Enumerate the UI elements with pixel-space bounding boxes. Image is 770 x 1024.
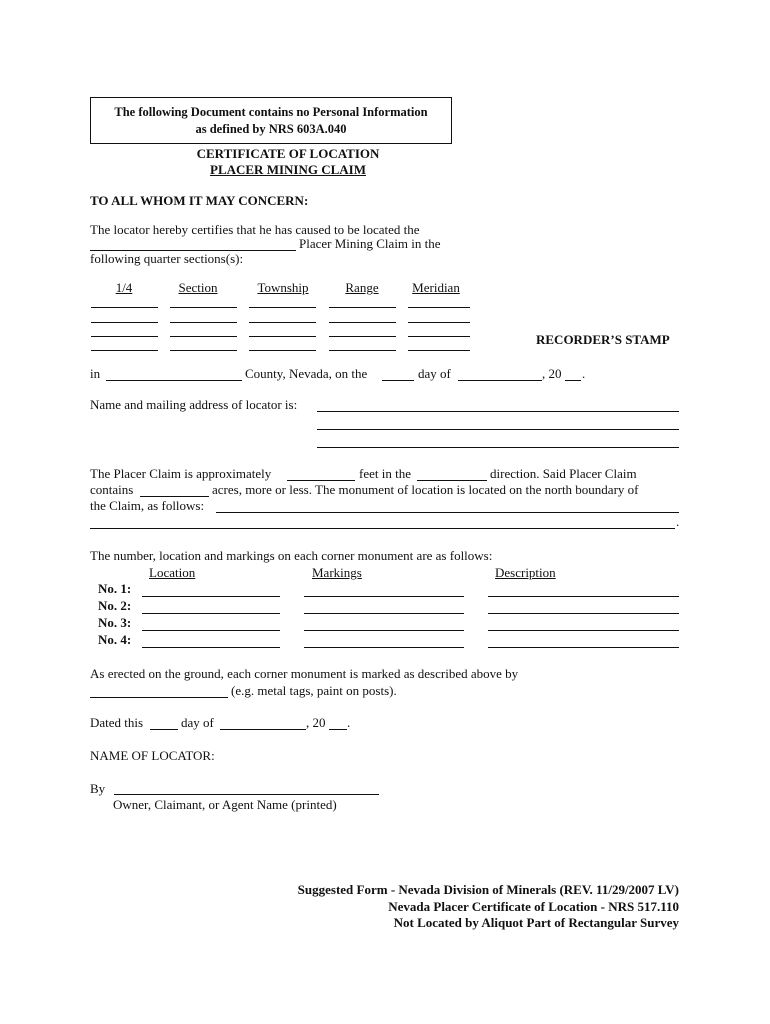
notice-line-2: as defined by NRS 603A.040 [195, 121, 347, 136]
county-year-field[interactable] [565, 380, 581, 381]
locator-address-label: Name and mailing address of locator is: [90, 397, 298, 412]
dated-year-field[interactable] [329, 729, 347, 730]
quarter-row-3-quarter[interactable] [91, 336, 158, 337]
quarter-row-1-quarter[interactable] [91, 307, 158, 308]
footer-line-3: Not Located by Aliquot Part of Rectangular Survey [393, 915, 679, 930]
claim-direction-field[interactable] [417, 480, 487, 481]
monument-2-description[interactable] [488, 613, 679, 614]
header-meridian: Meridian [412, 280, 460, 295]
by-signature-field[interactable] [114, 794, 379, 795]
county-period: . [582, 366, 586, 381]
monument-4-location[interactable] [142, 647, 280, 648]
monument-row-2-label: No. 2: [98, 598, 132, 613]
quarter-row-4-meridian[interactable] [408, 350, 470, 351]
quarter-row-3-range[interactable] [329, 336, 396, 337]
erected-marking-field[interactable] [90, 697, 228, 698]
name-of-locator-label: NAME OF LOCATOR: [90, 748, 215, 763]
header-section: Section [178, 280, 218, 295]
dated-month-field[interactable] [220, 729, 306, 730]
quarter-row-2-section[interactable] [170, 322, 237, 323]
monuments-header-description: Description [495, 565, 556, 580]
header-quarter: 1/4 [115, 280, 133, 295]
monuments-intro: The number, location and markings on each corner monument are as follows: [90, 548, 493, 563]
county-day-field[interactable] [382, 380, 414, 381]
claim-size-text-1: The Placer Claim is approximately [90, 466, 272, 481]
monuments-header-markings: Markings [312, 565, 362, 580]
claim-size-text-3: direction. Said Placer Claim [490, 466, 637, 481]
claim-acres-field[interactable] [140, 496, 209, 497]
locator-address-line-2[interactable] [317, 429, 679, 430]
monument-1-location[interactable] [142, 596, 280, 597]
footer-line-1: Suggested Form - Nevada Division of Minerals (REV. 11/29/2007 LV) [297, 882, 679, 897]
monument-2-markings[interactable] [304, 613, 464, 614]
header-range: Range [345, 280, 379, 295]
quarter-row-3-township[interactable] [249, 336, 316, 337]
salutation: TO ALL WHOM IT MAY CONCERN: [90, 193, 309, 208]
claim-feet-field[interactable] [287, 480, 355, 481]
monument-3-markings[interactable] [304, 630, 464, 631]
dated-year-prefix: , 20 [306, 715, 326, 730]
monument-1-description[interactable] [488, 596, 679, 597]
monument-1-markings[interactable] [304, 596, 464, 597]
quarter-row-4-quarter[interactable] [91, 350, 158, 351]
by-label: By [90, 781, 106, 796]
county-in: in [90, 366, 101, 381]
county-year-prefix: , 20 [542, 366, 562, 381]
quarter-row-4-section[interactable] [170, 350, 237, 351]
quarter-row-3-section[interactable] [170, 336, 237, 337]
quarter-row-1-township[interactable] [249, 307, 316, 308]
document-title: CERTIFICATE OF LOCATION [196, 146, 380, 161]
quarter-row-2-meridian[interactable] [408, 322, 470, 323]
intro-line-2: Placer Mining Claim in the [299, 236, 441, 251]
monument-row-4-label: No. 4: [98, 632, 132, 647]
locator-address-line-1[interactable] [317, 411, 679, 412]
quarter-row-4-range[interactable] [329, 350, 396, 351]
claim-acres-text: acres, more or less. The monument of location is located on the north boundary of [212, 482, 639, 497]
monument-4-markings[interactable] [304, 647, 464, 648]
monuments-header-location: Location [149, 565, 196, 580]
monument-2-location[interactable] [142, 613, 280, 614]
recorders-stamp-label: RECORDER’S STAMP [536, 332, 670, 347]
quarter-row-4-township[interactable] [249, 350, 316, 351]
quarter-row-2-quarter[interactable] [91, 322, 158, 323]
by-caption: Owner, Claimant, or Agent Name (printed) [113, 797, 337, 812]
header-township: Township [257, 280, 309, 295]
monument-3-description[interactable] [488, 630, 679, 631]
notice-line-1: The following Document contains no Personal Information [114, 104, 428, 119]
quarter-row-2-township[interactable] [249, 322, 316, 323]
footer-line-2: Nevada Placer Certificate of Location - NRS 517.110 [388, 899, 679, 914]
intro-line-1: The locator hereby certifies that he has caused to be located the [90, 222, 420, 237]
claim-contains-label: contains [90, 482, 134, 497]
quarter-row-1-section[interactable] [170, 307, 237, 308]
dated-period: . [347, 715, 351, 730]
erected-line-2: (e.g. metal tags, paint on posts). [231, 683, 397, 698]
county-label: County, Nevada, on the [245, 366, 368, 381]
claim-boundary-line-2[interactable] [90, 528, 675, 529]
erected-line-1: As erected on the ground, each corner monument is marked as described above by [90, 666, 519, 681]
dated-day-field[interactable] [150, 729, 178, 730]
monument-3-location[interactable] [142, 630, 280, 631]
locator-address-line-3[interactable] [317, 447, 679, 448]
personal-info-notice [90, 97, 452, 144]
county-month-field[interactable] [458, 380, 542, 381]
claim-follows-label: the Claim, as follows: [90, 498, 205, 513]
monument-row-1-label: No. 1: [98, 581, 132, 596]
document-subtitle: PLACER MINING CLAIM [210, 162, 366, 177]
quarter-row-1-meridian[interactable] [408, 307, 470, 308]
quarter-row-3-meridian[interactable] [408, 336, 470, 337]
monument-4-description[interactable] [488, 647, 679, 648]
claim-size-text-2: feet in the [359, 466, 411, 481]
quarter-row-1-range[interactable] [329, 307, 396, 308]
dated-day-of: day of [181, 715, 214, 730]
county-day-of: day of [418, 366, 451, 381]
quarter-row-2-range[interactable] [329, 322, 396, 323]
claim-boundary-period: . [676, 514, 680, 529]
dated-label: Dated this [90, 715, 144, 730]
county-field[interactable] [106, 380, 242, 381]
intro-line-3: following quarter sections(s): [90, 251, 244, 266]
claim-boundary-line-1[interactable] [216, 512, 679, 513]
monument-row-3-label: No. 3: [98, 615, 132, 630]
